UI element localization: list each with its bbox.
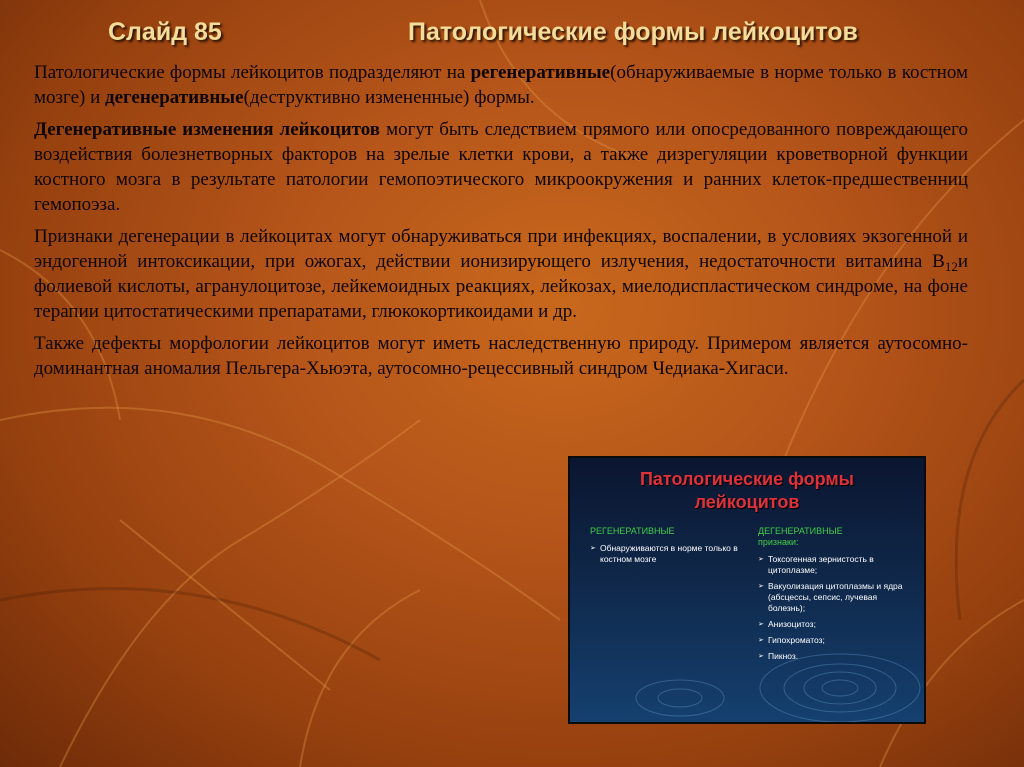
list-item: ➢ Токсогенная зернистость в цитоплазме; (758, 554, 908, 576)
text-run: и фолиевой кислоты, агранулоцитозе, лейкемоидных реакциях, лейкозах, миелодиспластическом синдроме, на фоне терапии цитостатическими препаратами, глюкокортикоидами и др. (34, 251, 968, 322)
text-run: (обнаруживаемые в норме только в костном мозге) и (34, 62, 968, 108)
list-item: ➢ Гипохроматоз; (758, 635, 908, 646)
list-item: ➢ Вакуолизация цитоплазмы и ядра (абсцессы, сепсис, лучевая болезнь); (758, 581, 908, 614)
paragraph-2 (34, 117, 968, 217)
inset-title-line: лейкоцитов (694, 492, 800, 512)
degenerative-column (758, 526, 908, 667)
slide-title: Патологические формы лейкоцитов (408, 18, 858, 46)
text-run: Патологические формы лейкоцитов подразделяют на (34, 62, 471, 83)
inset-title-line: Патологические формы (639, 469, 855, 489)
bold-term: регенеративные (470, 62, 611, 83)
inset-title (570, 468, 924, 514)
degenerative-list (758, 554, 908, 662)
slide-number: Слайд 85 (108, 18, 222, 46)
bold-term: Дегенеративные изменения лейкоцитов (34, 119, 381, 140)
subscript: 12 (944, 259, 958, 274)
list-item: ➢ Анизоцитоз; (758, 619, 908, 630)
text-run: (деструктивно измененные) формы. (243, 87, 535, 108)
regenerative-list (590, 543, 750, 565)
list-item: ➢ Обнаруживаются в норме только в костном мозге (590, 543, 750, 565)
regenerative-column (590, 526, 750, 570)
text-run: могут быть следствием прямого или опосредованного повреждающего воздействия болезнетворных факторов на зрелые клетки крови, а также дизрегуляции кроветворной функции костного мозга в результате патологии гемопоэтического микроокружения и ранних клеток-предшественниц гемопоэза. (34, 119, 968, 215)
list-item: ➢ Пикноз. (758, 651, 908, 662)
inset-slide-image (568, 456, 926, 724)
paragraph-4 (34, 331, 968, 381)
paragraph-3 (34, 224, 968, 324)
bold-term: дегенеративные (105, 87, 244, 108)
degenerative-heading: ДЕГЕНЕРАТИВНЫЕ (758, 526, 843, 536)
text-run: Признаки дегенерации в лейкоцитах могут обнаруживаться при инфекциях, воспалении, в условиях экзогенной и эндогенной интоксикации, при ожогах, действии ионизирующего излучения, недостаточности витамина В (34, 226, 968, 272)
slide-body (34, 60, 968, 388)
degenerative-subheading: признаки: (758, 537, 799, 547)
regenerative-heading: РЕГЕНЕРАТИВНЫЕ (590, 526, 675, 536)
text-run: Также дефекты морфологии лейкоцитов могут иметь наследственную природу. Примером является аутосомно-доминантная аномалия Пельгера-Хьюэта, аутосомно-рецессивный синдром Чедиака-Хигаси. (34, 333, 968, 379)
slide-header (0, 14, 1024, 54)
paragraph-1 (34, 60, 968, 110)
